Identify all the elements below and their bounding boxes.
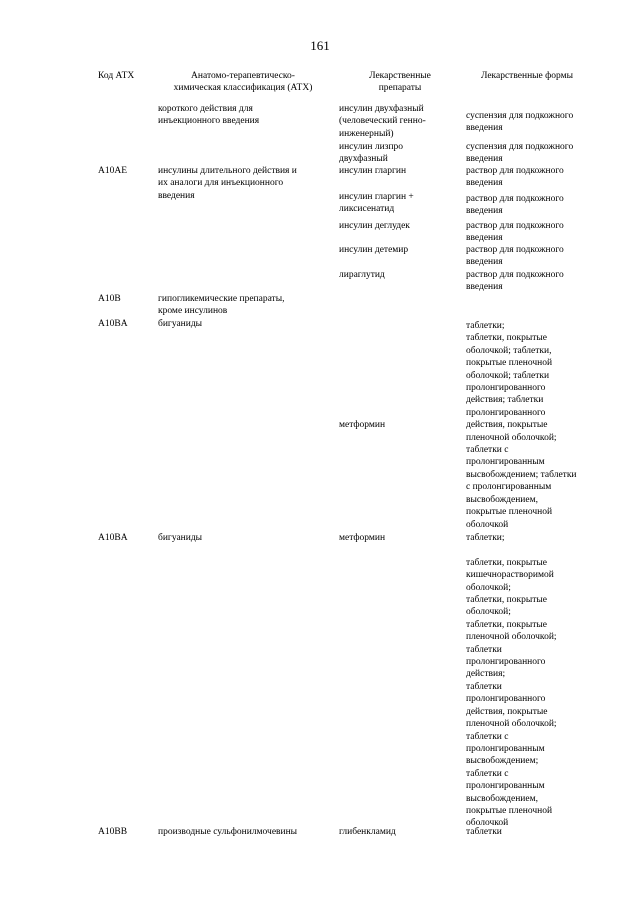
drug-cell: инсулин гларгин + ликсисенатид bbox=[339, 192, 414, 215]
drug-cell: инсулин двухфазный (человеческий генно- инженерный) bbox=[339, 104, 426, 139]
classification-cell: инсулины длительного действия и их аналоги для инъекционного введения bbox=[158, 166, 297, 201]
drug-cell: глибенкламид bbox=[339, 827, 396, 837]
drug-cell: инсулин лизпро двухфазный bbox=[339, 142, 404, 165]
form-cell: суспензия для подкожного введения bbox=[466, 142, 574, 165]
form-cell: раствор для подкожного введения bbox=[466, 221, 564, 244]
form-cell: таблетки; таблетки, покрытые кишечнорастворимой оболочкой; таблетки, покрытые оболочкой; таблетки, покрытые пленочной оболочкой; таблетки пролонгированного действия; таблетки пролонгированного действия, покрытые пленочной оболочкой; таблетки с пролонгированным высвобождением; таблетки с пролонгированным высвобождением, покрытые пленочной оболочкой bbox=[466, 533, 557, 829]
drug-cell: инсулин гларгин bbox=[339, 166, 407, 176]
form-cell: суспензия для подкожного введения bbox=[466, 111, 574, 134]
atc-code-cell: A10B bbox=[98, 294, 121, 304]
classification-cell: гипогликемические препараты, кроме инсулинов bbox=[158, 294, 285, 317]
classification-cell: бигуаниды bbox=[158, 319, 203, 329]
form-cell: раствор для подкожного введения bbox=[466, 270, 564, 293]
drug-cell: инсулин детемир bbox=[339, 245, 409, 255]
drug-cell: метформин bbox=[339, 533, 386, 543]
classification-cell: бигуаниды bbox=[158, 533, 203, 543]
atc-code-cell: A10BA bbox=[98, 533, 128, 543]
atc-code-cell: A10AE bbox=[98, 166, 128, 176]
atc-code-cell: A10BB bbox=[98, 827, 128, 837]
atc-code-cell: A10BA bbox=[98, 319, 128, 329]
form-cell: таблетки bbox=[466, 827, 502, 837]
header-drugs: Лекарственные препараты bbox=[369, 71, 431, 94]
classification-cell: короткого действия для инъекционного введения bbox=[158, 104, 260, 127]
drug-cell: инсулин деглудек bbox=[339, 221, 410, 231]
header-classification: Анатомо-терапевтическо- химическая классификация (АТХ) bbox=[173, 71, 313, 94]
header-code: Код АТХ bbox=[98, 71, 135, 81]
form-cell: таблетки; таблетки, покрытые оболочкой; таблетки, покрытые пленочной оболочкой; таблетки пролонгированного действия; таблетки пролонгированного действия, покрытые пленочной оболочкой; таблетки с пролонгированным высвобождением; таблетки с пролонгированным высвобождением, покрытые пленочной оболочкой bbox=[466, 321, 577, 530]
form-cell: раствор для подкожного введения bbox=[466, 194, 564, 217]
page-number: 161 bbox=[310, 38, 330, 53]
form-cell: раствор для подкожного введения bbox=[466, 245, 564, 268]
classification-cell: производные сульфонилмочевины bbox=[158, 827, 298, 837]
form-cell: раствор для подкожного введения bbox=[466, 166, 564, 189]
drug-cell: метформин bbox=[339, 420, 386, 430]
header-forms: Лекарственные формы bbox=[480, 71, 574, 81]
drug-cell: лираглутид bbox=[339, 270, 385, 280]
